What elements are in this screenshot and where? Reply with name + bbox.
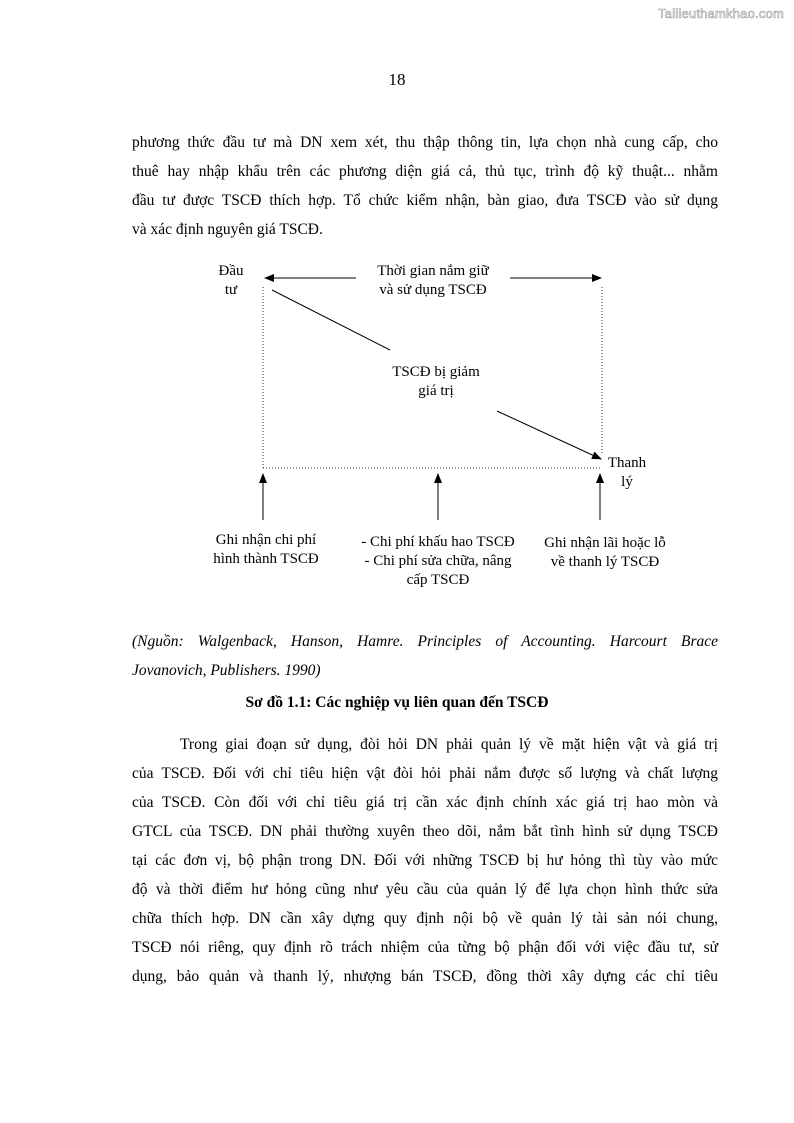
source-note — [132, 627, 718, 685]
bottom-left-label — [196, 531, 336, 569]
label-line: giá trị — [418, 383, 454, 399]
label-line: TSCĐ bị giảm — [392, 364, 480, 380]
label-line: cấp TSCĐ — [406, 572, 470, 588]
decline-label — [386, 363, 486, 401]
source-line: (Nguồn: Walgenback, Hanson, Hamre. Principles of Accounting. Harcourt Brace — [132, 633, 718, 650]
paragraph-line: của TSCĐ. Còn đối với chỉ tiêu giá trị cần xác định chính xác giá trị hao mòn và — [132, 794, 718, 811]
diagram-caption: Sơ đồ 1.1: Các nghiệp vụ liên quan đến TSCĐ — [245, 694, 549, 711]
paragraph-line: thuê hay nhập khẩu trên các phương diện giá cả, thủ tục, trình độ kỹ thuật... nhằm — [132, 163, 718, 180]
source-line: Jovanovich, Publishers. 1990) — [132, 662, 321, 679]
label-line: tư — [224, 282, 238, 298]
paragraph-line: GTCL của TSCĐ. DN phải thường xuyên theo dõi, nắm bắt tình hình sử dụng TSCĐ — [132, 823, 718, 840]
paragraph-line: TSCĐ nói riêng, quy định rõ trách nhiệm của từng bộ phận đối với việc đầu tư, sử — [132, 939, 718, 956]
label-line: Ghi nhận chi phí — [215, 532, 317, 548]
bottom-right-label — [530, 534, 680, 572]
paragraph-line: dụng, bảo quản và thanh lý, nhượng bán TSCĐ, đồng thời xây dựng các chỉ tiêu — [132, 968, 718, 985]
start-label — [206, 262, 256, 300]
paragraph-line: và xác định nguyên giá TSCĐ. — [132, 221, 323, 238]
watermark: Tailieuthamkhao.com — [658, 6, 784, 21]
label-line: - Chi phí khấu hao TSCĐ — [361, 534, 515, 550]
label-line: Ghi nhận lãi hoặc lỗ — [544, 535, 666, 551]
paragraph-line: độ và thời điểm hư hỏng cũng như yêu cầu của quản lý để lựa chọn hình thức sửa — [132, 881, 718, 898]
label-line: hình thành TSCĐ — [213, 551, 319, 567]
bottom-middle-label — [346, 533, 530, 590]
paragraph-line: phương thức đầu tư mà DN xem xét, thu thập thông tin, lựa chọn nhà cung cấp, cho — [132, 134, 718, 151]
label-line: về thanh lý TSCĐ — [550, 554, 660, 570]
end-label — [603, 454, 651, 492]
label-line: Thời gian nắm giữ — [377, 263, 489, 279]
label-line: Thanh — [607, 455, 647, 471]
paragraph-line: tại các đơn vị, bộ phận trong DN. Đối với những TSCĐ bị hư hỏng thì tùy vào mức — [132, 852, 718, 869]
label-line: Đầu — [218, 263, 244, 279]
paragraph-line: Trong giai đoạn sử dụng, đòi hỏi DN phải quản lý về mặt hiện vật và giá trị — [180, 736, 718, 753]
paragraph-line: của TSCĐ. Đối với chỉ tiêu hiện vật đòi hỏi phải nắm được số lượng và chất lượng — [132, 765, 718, 782]
paragraph-line: đầu tư được TSCĐ thích hợp. Tổ chức kiểm nhận, bàn giao, đưa TSCĐ vào sử dụng — [132, 192, 718, 209]
body-paragraph — [132, 730, 718, 991]
page-number: 18 — [388, 70, 406, 89]
label-line: - Chi phí sửa chữa, nâng — [364, 553, 512, 569]
period-label — [356, 262, 510, 300]
label-line: và sử dụng TSCĐ — [379, 282, 487, 298]
decline-arrow-lower — [497, 411, 601, 459]
label-line: lý — [621, 474, 633, 490]
paragraph-line: chữa thích hợp. DN cần xây dựng quy định nội bộ về quản lý tài sản nói chung, — [132, 910, 718, 927]
